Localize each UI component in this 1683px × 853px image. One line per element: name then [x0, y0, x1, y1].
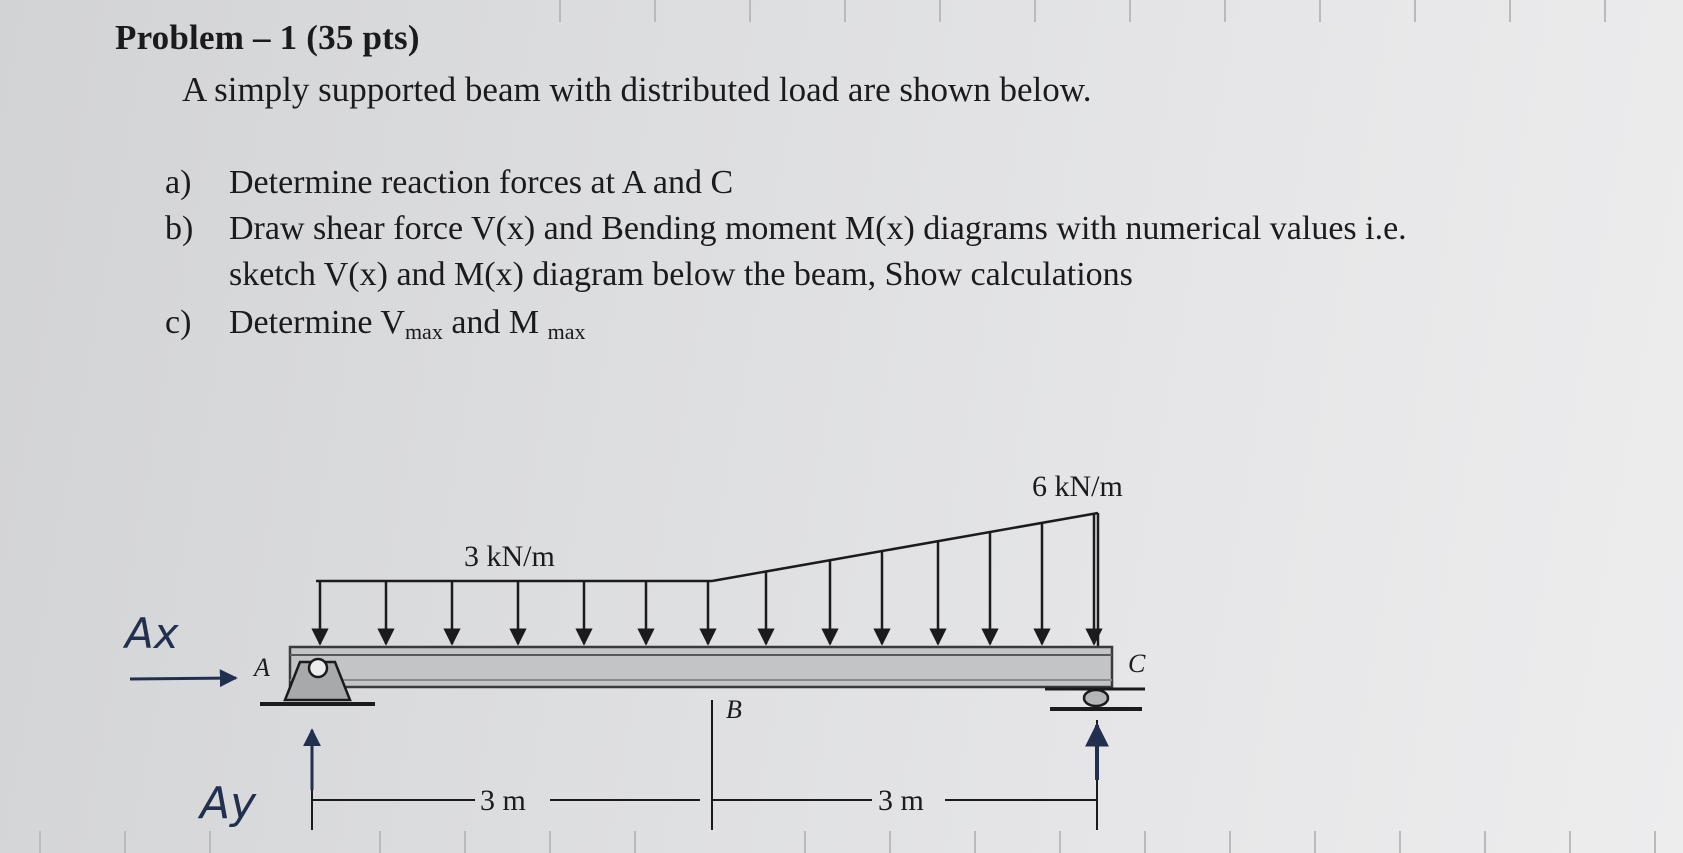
task-c-pre: Determine V	[229, 304, 405, 341]
problem-title: Problem – 1 (35 pts)	[115, 18, 420, 57]
task-c-marker: c)	[165, 304, 192, 341]
load-label-left: 3 kN/m	[464, 540, 555, 573]
handwritten-ax-arrow	[130, 678, 236, 679]
task-b-text-line1: Draw shear force V(x) and Bending moment M(x) diagrams with numerical values i.e.	[229, 210, 1407, 247]
handwritten-ay-label: Ay	[200, 778, 257, 829]
dimension-lines	[312, 700, 1097, 830]
task-a-text: Determine reaction forces at A and C	[229, 164, 734, 201]
point-label-b: B	[726, 695, 742, 724]
handwritten-ax-label: Ax	[125, 609, 179, 658]
dimension-label-bc: 3 m	[878, 784, 924, 817]
v-max-subscript: max	[404, 319, 443, 344]
point-label-c: C	[1128, 649, 1146, 678]
task-b-marker: b)	[165, 210, 194, 247]
task-a-marker: a)	[165, 164, 192, 201]
dimension-label-ab: 3 m	[480, 784, 526, 817]
problem-intro: A simply supported beam with distributed load are shown below.	[182, 70, 1092, 109]
beam	[290, 647, 1112, 687]
task-c-mid: and M	[442, 304, 548, 341]
load-label-right: 6 kN/m	[1032, 470, 1123, 503]
roller-support-c	[1045, 689, 1145, 709]
point-label-a: A	[254, 653, 270, 682]
m-max-subscript: max	[547, 319, 586, 344]
task-b-text-line2: sketch V(x) and M(x) diagram below the beam, Show calculations	[229, 256, 1133, 293]
